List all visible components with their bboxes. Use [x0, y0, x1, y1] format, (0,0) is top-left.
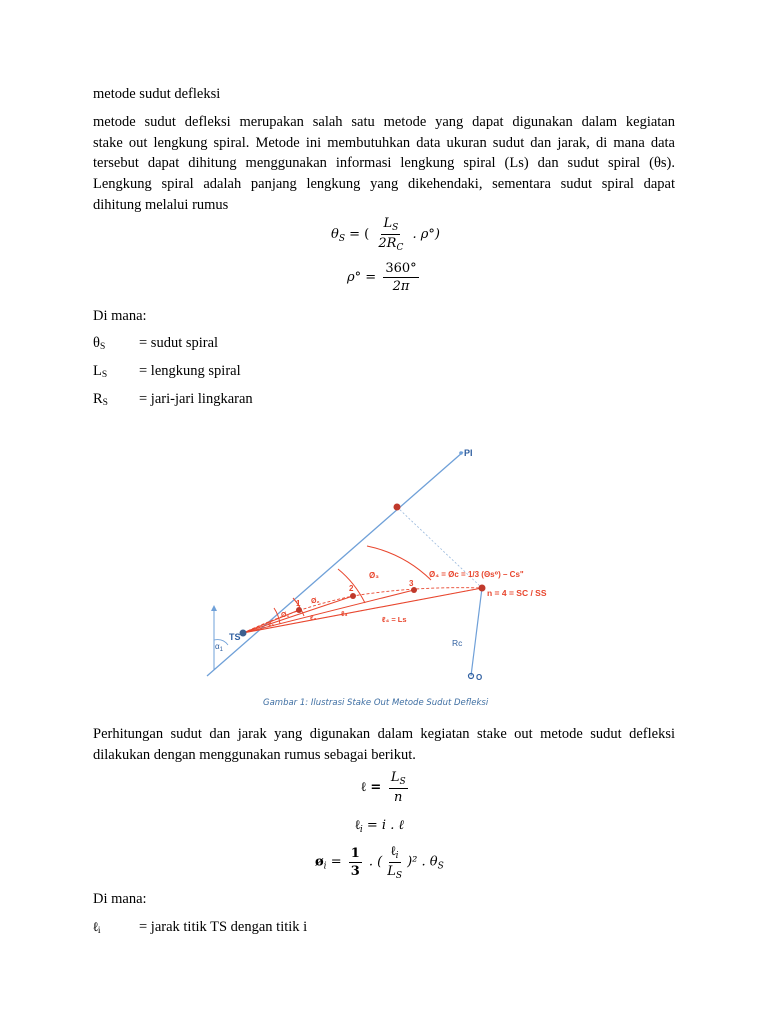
phi2-label: Ø₂ [311, 598, 320, 605]
fraction: $\frac{360^\circ}{2\pi}$ [385, 261, 417, 294]
phi1-label: Ø₁ [281, 612, 290, 619]
deflection-angle-diagram [195, 440, 595, 685]
fraction: $\frac{L_S}{2R_C}$ [378, 216, 404, 253]
ts-label: TS [229, 632, 241, 642]
section-heading: metode sudut defleksi [93, 86, 221, 102]
paragraph-line: stake out lengkung spiral. Metode ini membutuhkan data ukuran sudut dan jarak, di mana data [93, 134, 675, 151]
figure-caption: Gambar 1: Ilustrasi Stake Out Metode Sudut Defleksi [263, 698, 489, 708]
formula-phi-i: $ø_i$ = $\frac{1}{3}$ . ( $\frac{\ell_i}{L_S}$ )² . $\theta_S$ [315, 844, 444, 881]
phi4-label: Ø₄ = Øc = 1/3 (Θs⁰) – Cs" [429, 570, 524, 579]
ts-point [240, 630, 247, 637]
n-label: n = 4 = SC / SS [487, 588, 547, 598]
l4-label: ℓ₄ = Ls [382, 615, 407, 624]
paragraph-line: dihitung melalui rumus [93, 196, 229, 213]
point-n [479, 585, 486, 592]
calculation-paragraph [93, 724, 675, 765]
definition-rs: RS = jari-jari lingkaran [93, 391, 253, 408]
center-label: O [476, 673, 483, 682]
radius-line [471, 588, 482, 676]
paragraph-line: Lengkung spiral adalah panjang lengkung yang dikehendaki, sementara sudut spiral dapat [93, 176, 675, 193]
formula-rho: ρ° = $\frac{360^\circ}{2\pi}$ [347, 261, 417, 294]
paragraph-line: metode sudut defleksi merupakan salah satu metode yang dapat digunakan dalam kegiatan [93, 114, 675, 130]
fraction: $\frac{1}{3}$ [350, 845, 360, 879]
fraction: $\frac{L_S}{n}$ [390, 770, 406, 805]
rc-label: Rc [452, 638, 463, 648]
dimana-label-2: Di mana: [93, 891, 147, 907]
l2-label: ℓ₂ [310, 615, 317, 622]
point-3-label: 3 [409, 579, 414, 588]
pi-point [459, 451, 463, 455]
definition-theta: θS = sudut spiral [93, 335, 219, 352]
definition-li: ℓi = jarak titik TS dengan titik i [93, 919, 308, 936]
alpha-label: $\alpha_1$ [215, 642, 223, 653]
formula-theta-s: $\theta_S$ = ( $\frac{L_S}{2R_C}$ . ρ°) [331, 216, 440, 253]
point-2 [350, 593, 356, 599]
paragraph-line: Perhitungan sudut dan jarak yang digunakan dalam kegiatan stake out metode sudut defleksi [93, 726, 675, 742]
tangent-line [207, 452, 463, 676]
l1-label: ℓ₁ [268, 621, 275, 628]
upper-point [394, 504, 401, 511]
paragraph-line: tersebut dapat dihitung menggunakan informasi lengkung spiral (Ls) dan sudut spiral (θs). [93, 155, 675, 172]
intro-paragraph [93, 112, 675, 216]
l3-label: ℓ₃ [341, 611, 348, 618]
dimana-label: Di mana: [93, 308, 147, 324]
point-1-label: 1 [296, 599, 301, 608]
formula-l: ℓ = $\frac{L_S}{n}$ [361, 770, 406, 805]
phi3-label: Ø₃ [369, 571, 379, 580]
inner-fraction: $\frac{\ell_i}{L_S}$ [387, 844, 403, 881]
point-2-label: 2 [349, 584, 354, 593]
pi-label: PI [464, 448, 473, 458]
formula-li: ℓ$_i$ = i . ℓ [355, 818, 404, 835]
definition-ls: LS = lengkung spiral [93, 363, 241, 380]
paragraph-line: dilakukan dengan menggunakan rumus sebagai berikut. [93, 746, 416, 763]
